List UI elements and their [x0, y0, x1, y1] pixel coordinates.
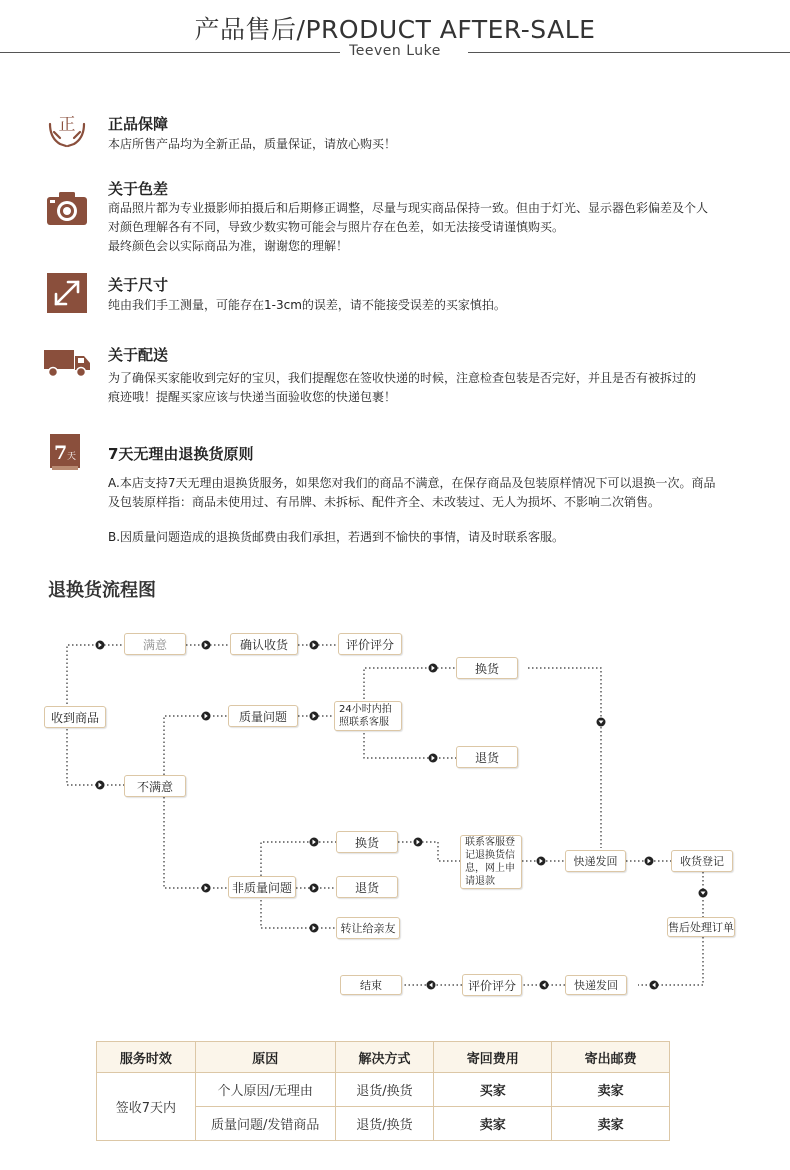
text-line — [108, 512, 758, 528]
section-text-7day — [108, 474, 758, 547]
truck-icon — [43, 348, 91, 378]
text-line: 纯由我们手工测量，可能存在1-3cm的误差，请不能接受误差的买家慎拍。 — [108, 298, 506, 312]
section-title-size: 关于尺寸 — [108, 276, 169, 294]
section-title-7day: 7天无理由退换货原则 — [108, 445, 254, 463]
flow-node-rate-1: 评价评分 — [338, 633, 402, 655]
table-cell: 买家 — [434, 1073, 552, 1107]
table-cell: 个人原因/无理由 — [195, 1073, 335, 1107]
text-line: 最终颜色会以实际商品为准，谢谢您的理解！ — [108, 239, 349, 253]
genuine-hands-icon — [46, 108, 88, 150]
flow-node-ship-back-1: 快递发回 — [565, 850, 626, 872]
size-arrow-icon — [46, 272, 88, 314]
table-row — [97, 1073, 670, 1107]
section-text-size — [108, 296, 748, 315]
text-line: 商品照片都为专业摄影师拍摄后和后期修正调整，尽量与现实商品保持一致。但由于灯光、显示器色彩偏差及个人 — [108, 201, 709, 215]
node-line: 记退换货信 — [465, 850, 515, 861]
svg-text:7: 7 — [54, 442, 68, 464]
table-cell-period: 签收7天内 — [97, 1073, 196, 1141]
text-line: 为了确保买家能收到完好的宝贝，我们提醒您在签收快递的时候，注意检查包装是否完好，并且是否有被拆过的 — [108, 371, 697, 385]
node-line: 请退款 — [465, 876, 495, 887]
table-cell: 卖家 — [434, 1107, 552, 1141]
node-line: 照联系客服 — [339, 717, 389, 728]
text-line: 及包装原样指：商品未使用过、有吊牌、未拆标、配件齐全、未改装过、无人为损坏、不影响二次销售。 — [108, 495, 661, 509]
flow-node-ship-back-2: 快递发回 — [565, 975, 627, 995]
service-table — [96, 1041, 670, 1141]
flow-connectors — [0, 600, 790, 1020]
flow-node-non-quality: 非质量问题 — [228, 876, 296, 898]
svg-text:正: 正 — [58, 115, 76, 135]
text-line: 痕迹哦！提醒买家应该与快递当面验收您的快递包裹！ — [108, 390, 397, 404]
table-cell: 卖家 — [552, 1107, 670, 1141]
table-header: 寄回费用 — [434, 1042, 552, 1073]
node-line: 联系客服登 — [465, 837, 515, 848]
flow-node-return-1: 退货 — [456, 746, 518, 768]
flow-node-satisfied: 满意 — [124, 633, 186, 655]
section-text-delivery — [108, 369, 748, 407]
node-line: 24小时内拍 — [339, 704, 392, 715]
flow-node-exchange-2: 换货 — [336, 831, 398, 853]
node-line: 息，网上申 — [465, 863, 515, 874]
section-text-genuine — [108, 135, 748, 154]
flow-node-quality-issue: 质量问题 — [228, 705, 298, 727]
table-header: 寄出邮费 — [552, 1042, 670, 1073]
camera-icon — [46, 188, 88, 230]
flow-node-end: 结束 — [340, 975, 402, 995]
page-subtitle: Teeven Luke — [349, 43, 441, 59]
flow-node-exchange-1: 换货 — [456, 657, 518, 679]
text-line: 本店所售产品均为全新正品，质量保证，请放心购买！ — [108, 137, 397, 151]
table-cell: 质量问题/发错商品 — [195, 1107, 335, 1141]
section-title-delivery: 关于配送 — [108, 346, 169, 364]
flow-node-contact-cs — [460, 835, 522, 889]
flow-node-process-order: 售后处理订单 — [667, 917, 735, 937]
flow-node-contact-24h — [334, 701, 402, 731]
flow-title: 退换货流程图 — [48, 580, 156, 601]
flow-node-receive-goods: 收到商品 — [44, 706, 106, 728]
seven-day-icon — [48, 432, 82, 472]
text-line: A.本店支持7天无理由退换货服务，如果您对我们的商品不满意，在保存商品及包装原样情况下可以退换一次。商品 — [108, 476, 716, 490]
section-text-color — [108, 199, 748, 256]
table-header-row — [97, 1042, 670, 1073]
flow-node-rate-2: 评价评分 — [462, 974, 522, 996]
table-header: 解决方式 — [335, 1042, 434, 1073]
table-cell: 卖家 — [552, 1073, 670, 1107]
flow-node-transfer: 转让给亲友 — [336, 917, 400, 939]
flow-node-register: 收货登记 — [671, 850, 733, 872]
table-header: 服务时效 — [97, 1042, 196, 1073]
svg-text:天: 天 — [67, 452, 77, 462]
flow-node-unsatisfied: 不满意 — [124, 775, 186, 797]
flow-node-confirm-receipt: 确认收货 — [230, 633, 298, 655]
table-header: 原因 — [195, 1042, 335, 1073]
text-line: 对颜色理解各有不同，导致少数实物可能会与照片存在色差，如无法接受请谨慎购买。 — [108, 220, 565, 234]
table-cell: 退货/换货 — [335, 1073, 434, 1107]
table-cell: 退货/换货 — [335, 1107, 434, 1141]
section-title-genuine: 正品保障 — [108, 115, 169, 133]
flow-node-return-2: 退货 — [336, 876, 398, 898]
page-title: 产品售后/PRODUCT AFTER-SALE — [194, 15, 596, 44]
text-line: B.因质量问题造成的退换货邮费由我们承担，若遇到不愉快的事情，请及时联系客服。 — [108, 530, 565, 544]
section-title-color: 关于色差 — [108, 180, 169, 198]
